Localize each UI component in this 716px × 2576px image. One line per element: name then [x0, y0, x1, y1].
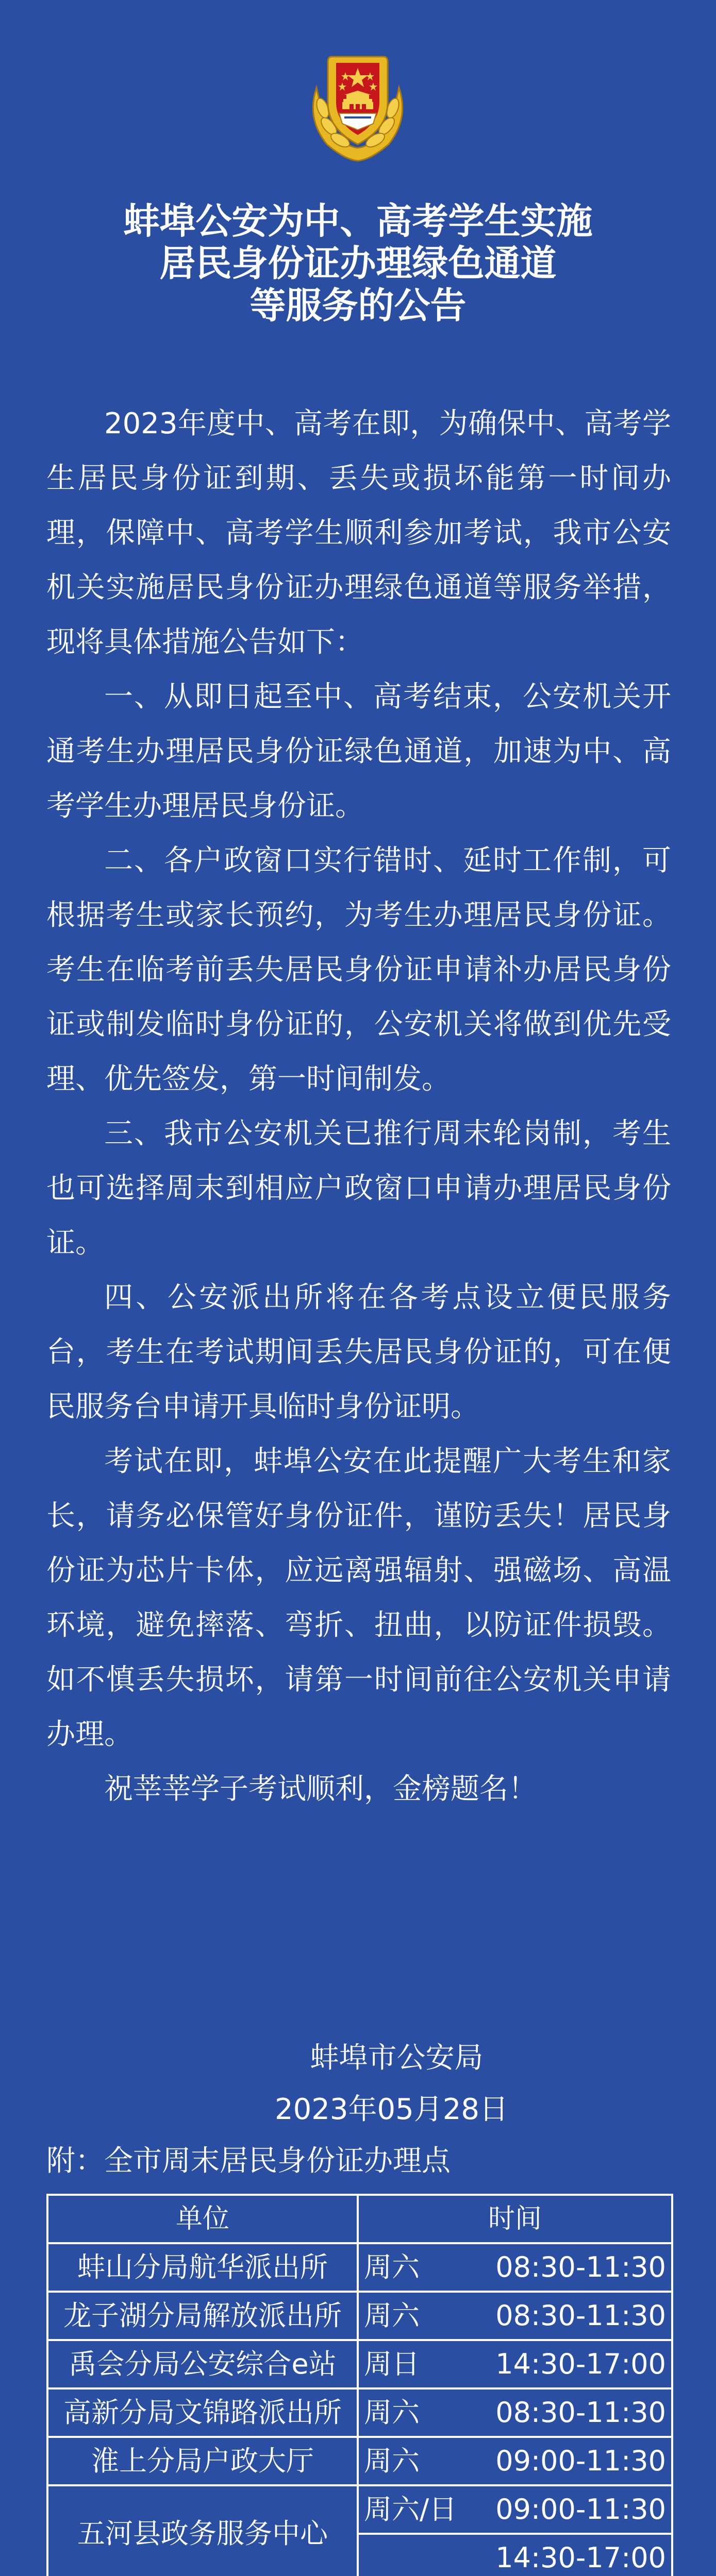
cell-time [358, 2534, 672, 2576]
paragraph-measure-2: 二、各户政窗口实行错时、延时工作制，可根据考生或家长预约，为考生办理居民身份证。考生在临考前丢失居民身份证申请补办居民身份证或制发临时身份证的，公安机关将做到优先受理、优先签发，第一时间制发。 [46, 844, 671, 1096]
paragraph-wishes: 祝莘莘学子考试顺利，金榜题名！ [104, 1772, 537, 1806]
paragraph-reminder: 考试在即，蚌埠公安在此提醒广大考生和家长，请务必保管好身份证件，谨防丢失！居民身份证为芯片卡体，应远离强辐射、强磁场、高温环境，避免摔落、弯折、扭曲，以防证件损毁。如不慎丢失损坏，请第一时间前往公安机关申请办理。 [46, 1445, 671, 1751]
table-row [47, 2340, 672, 2388]
paragraph-intro: 2023年度中、高考在即，为确保中、高考学生居民身份证到期、丢失或损坏能第一时间办理，保障中、高考学生顺利参加考试，我市公安机关实施居民身份证办理绿色通道等服务举措，现将具体措施公告如下： [46, 407, 671, 659]
signature-date: 2023年05月28日 [274, 2093, 509, 2126]
cell-time [358, 2485, 672, 2534]
appendix [46, 2117, 671, 2576]
notice-body [46, 397, 671, 1817]
time-slot [364, 2293, 666, 2339]
slot-hours: 08:30-11:30 [495, 2299, 666, 2332]
slot-day: 周六 [364, 2299, 420, 2332]
table-row [47, 2437, 672, 2485]
slot-hours: 14:30-17:00 [495, 2541, 666, 2574]
slot-hours: 08:30-11:30 [495, 2396, 666, 2429]
slot-hours: 14:30-17:00 [495, 2348, 666, 2380]
signature-unit: 蚌埠市公安局 [310, 2041, 484, 2075]
table-body [47, 2243, 672, 2576]
paragraph-measure-3: 三、我市公安机关已推行周末轮岗制，考生也可选择周末到相应户政窗口申请办理居民身份证。 [46, 1117, 671, 1260]
paragraph-measure-4: 四、公安派出所将在各考点设立便民服务台，考生在考试期间丢失居民身份证的，可在便民服务台申请开具临时身份证明。 [46, 1281, 671, 1423]
cell-time [358, 2388, 672, 2437]
police-emblem-graphic [296, 41, 420, 165]
service-points-table [46, 2194, 673, 2576]
cell-unit: 蚌山分局航华派出所 [47, 2243, 358, 2292]
time-slot [364, 2438, 666, 2484]
cell-time [358, 2292, 672, 2340]
cell-time [358, 2243, 672, 2292]
cell-unit: 龙子湖分局解放派出所 [47, 2292, 358, 2340]
time-slot [364, 2244, 666, 2291]
cell-unit: 五河县政务服务中心 [47, 2485, 358, 2576]
notice-title [0, 200, 716, 327]
appendix-title: 附：全市周末居民身份证办理点 [46, 2144, 451, 2178]
slot-hours: 09:00-11:30 [495, 2493, 666, 2526]
slot-day: 周六 [364, 2445, 420, 2477]
time-slot [364, 2341, 666, 2387]
slot-day: 周六 [364, 2396, 420, 2429]
table-header-row [47, 2195, 672, 2243]
slot-hours: 08:30-11:30 [495, 2251, 666, 2283]
header-unit: 单位 [47, 2195, 358, 2243]
notice-title-line-3: 等服务的公告 [249, 284, 467, 327]
notice-title-line-2: 居民身份证办理绿色通道 [159, 242, 557, 284]
table-row [47, 2243, 672, 2292]
cell-time [358, 2340, 672, 2388]
cell-unit: 高新分局文锦路派出所 [47, 2388, 358, 2437]
cell-unit: 禹会分局公安综合e站 [47, 2340, 358, 2388]
table-row [47, 2388, 672, 2437]
time-slot [364, 2389, 666, 2436]
table-row [47, 2485, 672, 2534]
cell-unit: 淮上分局户政大厅 [47, 2437, 358, 2485]
notice-title-line-1: 蚌埠公安为中、高考学生实施 [123, 200, 593, 242]
table-row [47, 2292, 672, 2340]
header-time: 时间 [358, 2195, 672, 2243]
cell-time [358, 2437, 672, 2485]
slot-day: 周日 [364, 2348, 420, 2380]
time-slot [364, 2535, 666, 2576]
slot-hours: 09:00-11:30 [495, 2445, 666, 2477]
paragraph-measure-1: 一、从即日起至中、高考结束，公安机关开通考生办理居民身份证绿色通道，加速为中、高考学生办理居民身份证。 [46, 680, 671, 823]
slot-day: 周六/日 [364, 2493, 457, 2526]
slot-day: 周六 [364, 2251, 420, 2283]
police-emblem-icon [296, 41, 420, 165]
time-slot [364, 2486, 666, 2533]
